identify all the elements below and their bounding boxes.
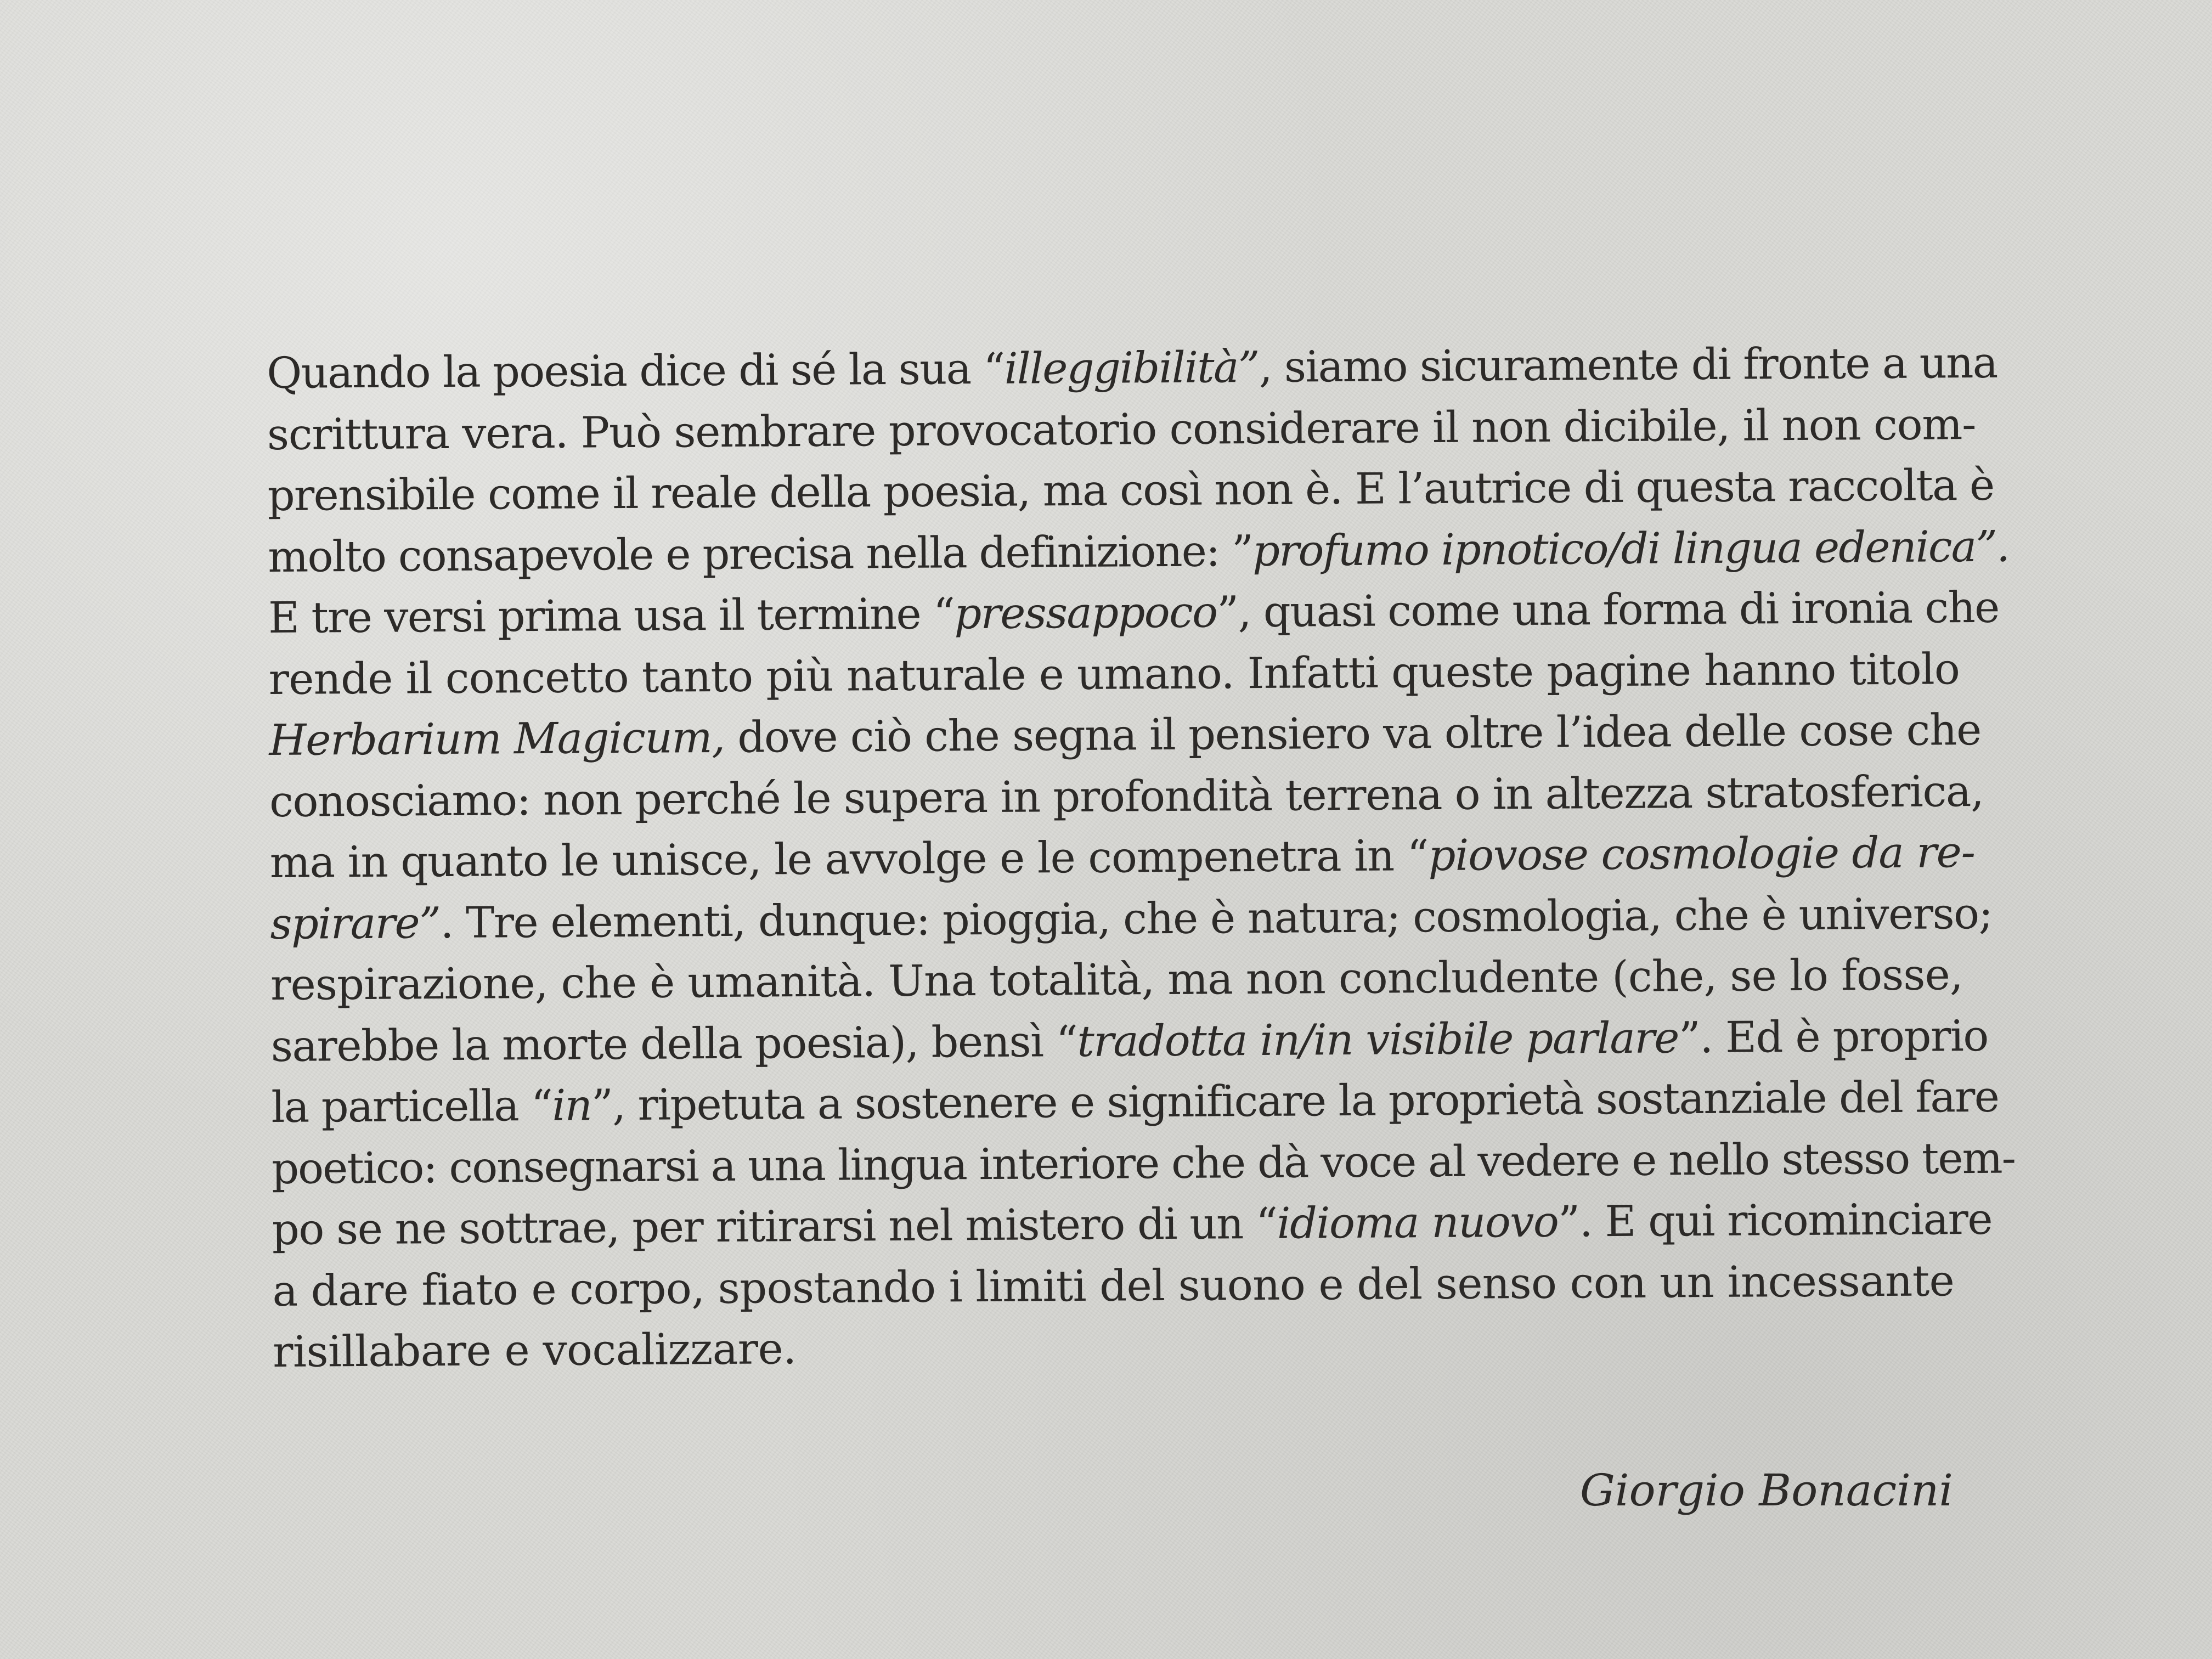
text-segment: prensibile come il reale della poesia, ma così non è. E l’autrice di questa raccolta è (267, 460, 1994, 521)
italic-quote: profumo ipnotico/di lingua edenica”. (1252, 522, 2010, 576)
italic-quote: pressappoco (954, 588, 1217, 639)
text-line (267, 455, 1994, 527)
text-line (272, 1189, 1993, 1261)
text-line (272, 1251, 1955, 1322)
italic-quote: tradotta in/in visibile parlare (1077, 1013, 1679, 1066)
text-segment: conosciamo: non perché le supera in profondità terrena o in altezza stratosferica, (269, 766, 1984, 827)
italic-quote: idioma nuovo (1277, 1197, 1559, 1249)
text-line (268, 578, 1999, 649)
text-line (271, 1067, 1999, 1138)
text-segment: dove ciò che segna il pensiero va oltre l’idea delle cose che (724, 705, 1982, 763)
text-segment: . Tre elementi, dunque: pioggia, che è natura; cosmologia, che è universo; (440, 889, 1993, 948)
text-line (269, 700, 1982, 771)
text-segment: scrittura vera. Può sembrare provocatorio considerare il non dicibile, il non com- (267, 399, 1976, 460)
text-line (267, 333, 1997, 404)
italic-quote: spirare” (270, 898, 441, 949)
italic-quote: piovose cosmologie da re- (1428, 827, 1976, 881)
italic-quote: Herbarium Magicum, (269, 713, 725, 765)
text-segment: la particella “ (271, 1081, 552, 1132)
italic-quote: illeggibilità” (1004, 342, 1260, 394)
text-segment: ”. E qui ricominciare (1558, 1194, 1993, 1247)
text-segment: poetico: consegnarsi a una lingua interiore che dà voce al vedere e nello stesso tem- (271, 1133, 2016, 1194)
text-segment: a dare fiato e corpo, spostando i limiti del suono e del senso con un incessante (272, 1256, 1955, 1316)
text-line (270, 884, 1993, 955)
text-segment: sarebbe la morte della poesia), bensì “ (270, 1017, 1077, 1071)
text-segment: Quando la poesia dice di sé la sua “ (267, 344, 1005, 398)
text-line (271, 1128, 2016, 1200)
essay-body (267, 333, 2016, 1383)
text-segment: po se ne sottrae, per ritirarsi nel mistero di un “ (272, 1199, 1277, 1255)
text-segment: risillabare e vocalizzare. (272, 1324, 797, 1377)
text-segment: ”. Ed è proprio (1678, 1011, 1989, 1063)
text-line (268, 639, 1960, 710)
italic-quote: in (552, 1081, 592, 1131)
text-segment: rende il concetto tanto più naturale e umano. Infatti queste pagine hanno titolo (268, 644, 1960, 704)
text-segment: ma in quanto le unisce, le avvolge e le compenetra in “ (269, 831, 1429, 888)
text-line (268, 517, 2010, 588)
text-line (269, 761, 1984, 833)
text-segment: ”, quasi come una forma di ironia che (1217, 583, 1999, 637)
text-line (270, 1006, 1989, 1077)
text-line (267, 394, 1976, 466)
text-segment: respirazione, che è umanità. Una totalità, ma non concludente (che, se lo fosse, (270, 950, 1963, 1010)
text-segment: , siamo sicuramente di fronte a una (1259, 338, 1997, 392)
text-segment: molto consapevole e precisa nella definizione: ” (268, 526, 1253, 582)
author-signature: Giorgio Bonacini (1580, 1465, 1953, 1516)
text-segment: E tre versi prima usa il termine “ (268, 589, 955, 643)
text-line (270, 945, 1963, 1016)
text-segment: ”, ripetuta a sostenere e significare la proprietà sostanziale del fare (591, 1072, 1999, 1131)
text-line (269, 822, 1976, 894)
text-line (273, 1312, 1952, 1383)
